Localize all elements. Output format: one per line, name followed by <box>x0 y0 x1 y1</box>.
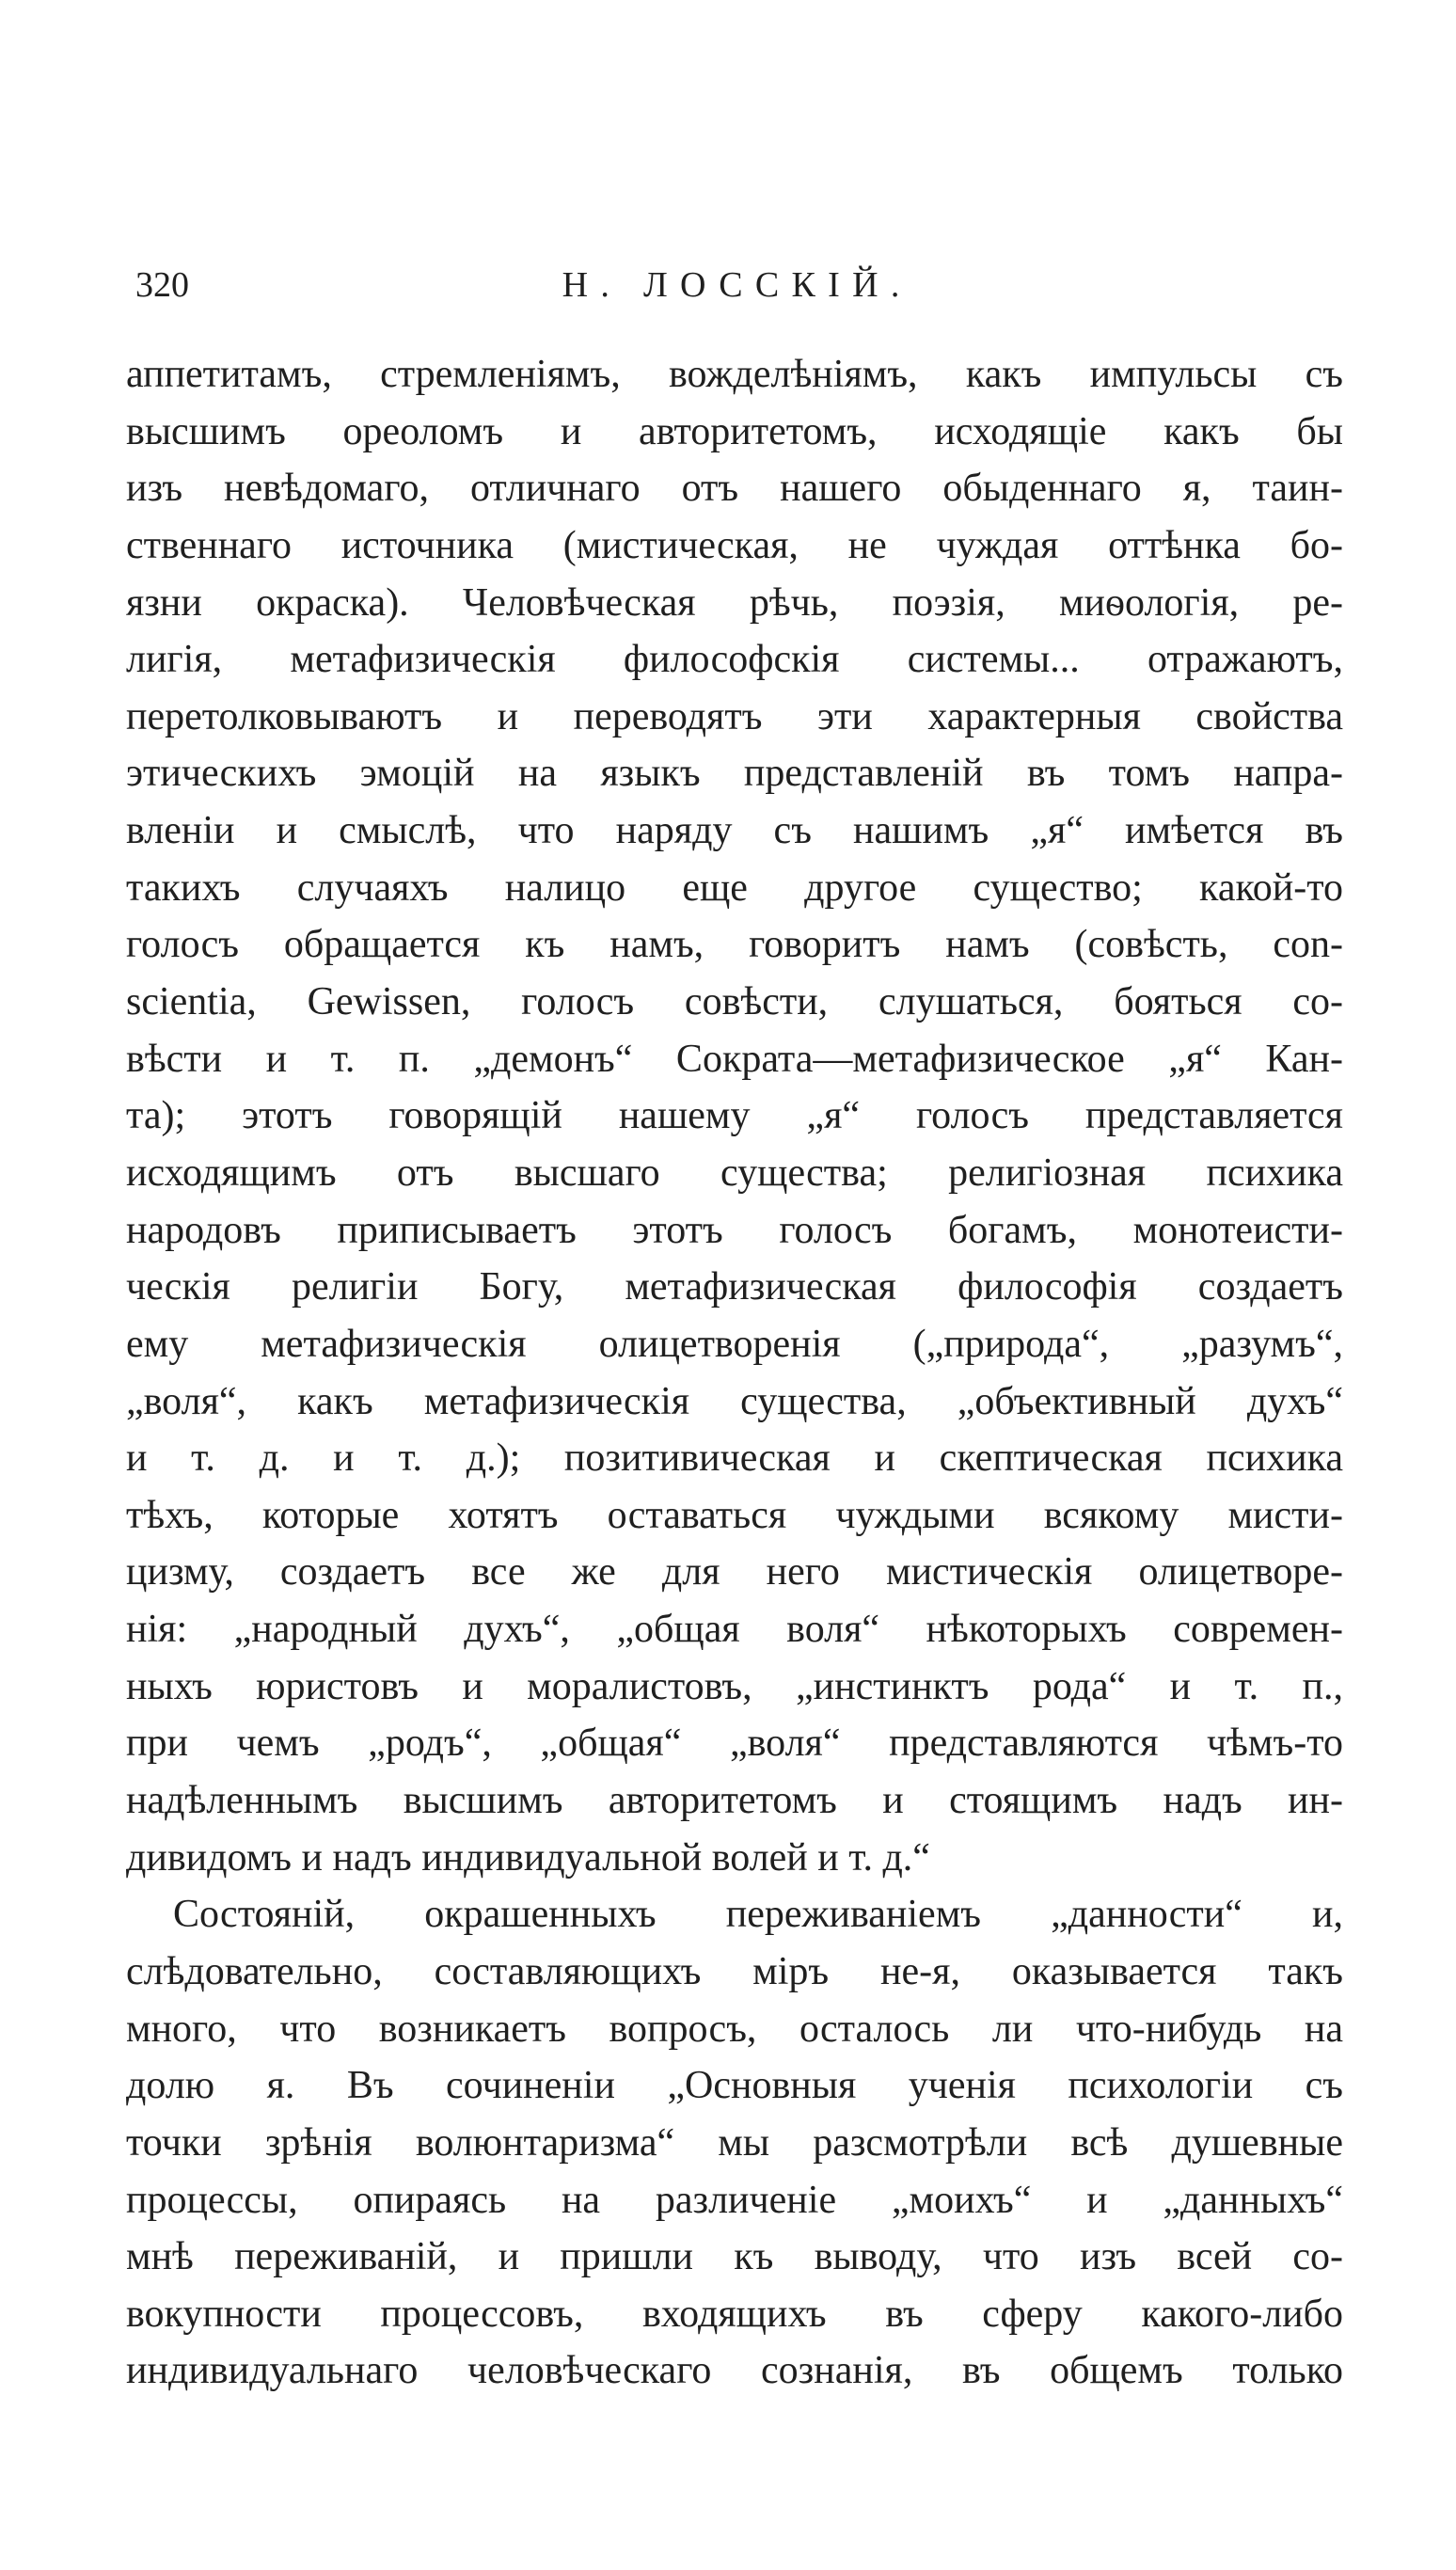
text-line: тѣхъ, которые хотятъ оставаться чуждыми всякому мисти- <box>126 1493 1343 1537</box>
text-line: и т. д. и т. д.); позитивическая и скептическая психика <box>126 1436 1343 1481</box>
text-line: точки зрѣнія волюнтаризма“ мы разсмотрѣли всѣ душевные <box>126 2120 1343 2165</box>
text-line: народовъ приписываетъ этотъ голосъ богамъ, монотеисти- <box>126 1208 1343 1252</box>
text-line: долю я. Въ сочиненіи „Основныя ученія психологіи съ <box>126 2064 1343 2108</box>
author-heading: Н. ЛОССКІЙ. <box>562 265 912 305</box>
text-line: высшимъ ореоломъ и авторитетомъ, исходящіе какъ бы <box>126 409 1343 453</box>
text-line: индивидуальнаго человѣческаго сознанія, въ общемъ только <box>126 2349 1343 2393</box>
text-line: исходящимъ отъ высшаго существа; религіозная психика <box>126 1150 1343 1195</box>
text-line: голосъ обращается къ намъ, говоритъ намъ (совѣсть, con- <box>126 923 1343 967</box>
text-line: ственнаго источника (мистическая, не чуждая оттѣнка бо- <box>126 523 1343 567</box>
page-number: 320 <box>135 265 189 305</box>
text-line: ныхъ юристовъ и моралистовъ, „инстинктъ рода“ и т. п., <box>126 1664 1343 1708</box>
text-line: перетолковываютъ и переводятъ эти характерныя свойства <box>126 694 1343 738</box>
text-line: ческія религіи Богу, метафизическая философія создаетъ <box>126 1265 1343 1309</box>
text-line: много, что возникаетъ вопросъ, осталось ли что-нибудь на <box>126 2007 1343 2051</box>
text-line: вѣсти и т. п. „демонъ“ Сократа—метафизическое „я“ Кан- <box>126 1037 1343 1081</box>
text-line: дивидомъ и надъ индивидуальной волей и т. д.“ <box>126 1835 930 1880</box>
text-line: язни окраска). Человѣческая рѣчь, поэзія, миѳологія, ре- <box>126 580 1343 625</box>
text-line: лигія, метафизическія философскія системы... отражаютъ, <box>126 638 1343 682</box>
text-line: цизму, создаетъ все же для него мистическія олицетворе- <box>126 1550 1343 1594</box>
text-line: Состояній, окрашенныхъ переживаніемъ „данности“ и, <box>173 1893 1343 1937</box>
text-line: вленіи и смыслѣ, что наряду съ нашимъ „я“ имѣется въ <box>126 809 1343 853</box>
text-line: слѣдовательно, составляющихъ міръ не-я, оказывается такъ <box>126 1949 1343 1993</box>
text-line: процессы, опираясь на различеніе „моихъ“ и „данныхъ“ <box>126 2178 1343 2222</box>
text-line: надѣленнымъ высшимъ авторитетомъ и стоящимъ надъ ин- <box>126 1779 1343 1823</box>
text-line: вокупности процессовъ, входящихъ въ сферу какого-либо <box>126 2292 1343 2336</box>
text-line: та); этотъ говорящій нашему „я“ голосъ представляется <box>126 1094 1343 1138</box>
text-line: нія: „народный духъ“, „общая воля“ нѣкоторыхъ современ- <box>126 1608 1343 1652</box>
text-line: аппетитамъ, стремленіямъ, вожделѣніямъ, какъ импульсы съ <box>126 353 1343 396</box>
running-head <box>124 252 1337 318</box>
text-line: при чемъ „родъ“, „общая“ „воля“ представляются чѣмъ-то <box>126 1721 1343 1766</box>
text-line: ему метафизическія олицетворенія („природа“, „разумъ“, <box>126 1322 1343 1366</box>
text-line: „воля“, какъ метафизическія существа, „объективный духъ“ <box>126 1379 1343 1423</box>
text-line: изъ невѣдомаго, отличнаго отъ нашего обыденнаго я, таин- <box>126 467 1343 511</box>
body-text <box>126 346 1343 2400</box>
text-line: этическихъ эмоцій на языкъ представленій въ томъ напра- <box>126 752 1343 796</box>
text-line: такихъ случаяхъ налицо еще другое существо; какой-то <box>126 865 1343 910</box>
text-line: мнѣ переживаній, и пришли къ выводу, что изъ всей со- <box>126 2235 1343 2279</box>
text-line: scientia, Gewissen, голосъ совѣсти, слушаться, бояться со- <box>126 980 1343 1024</box>
